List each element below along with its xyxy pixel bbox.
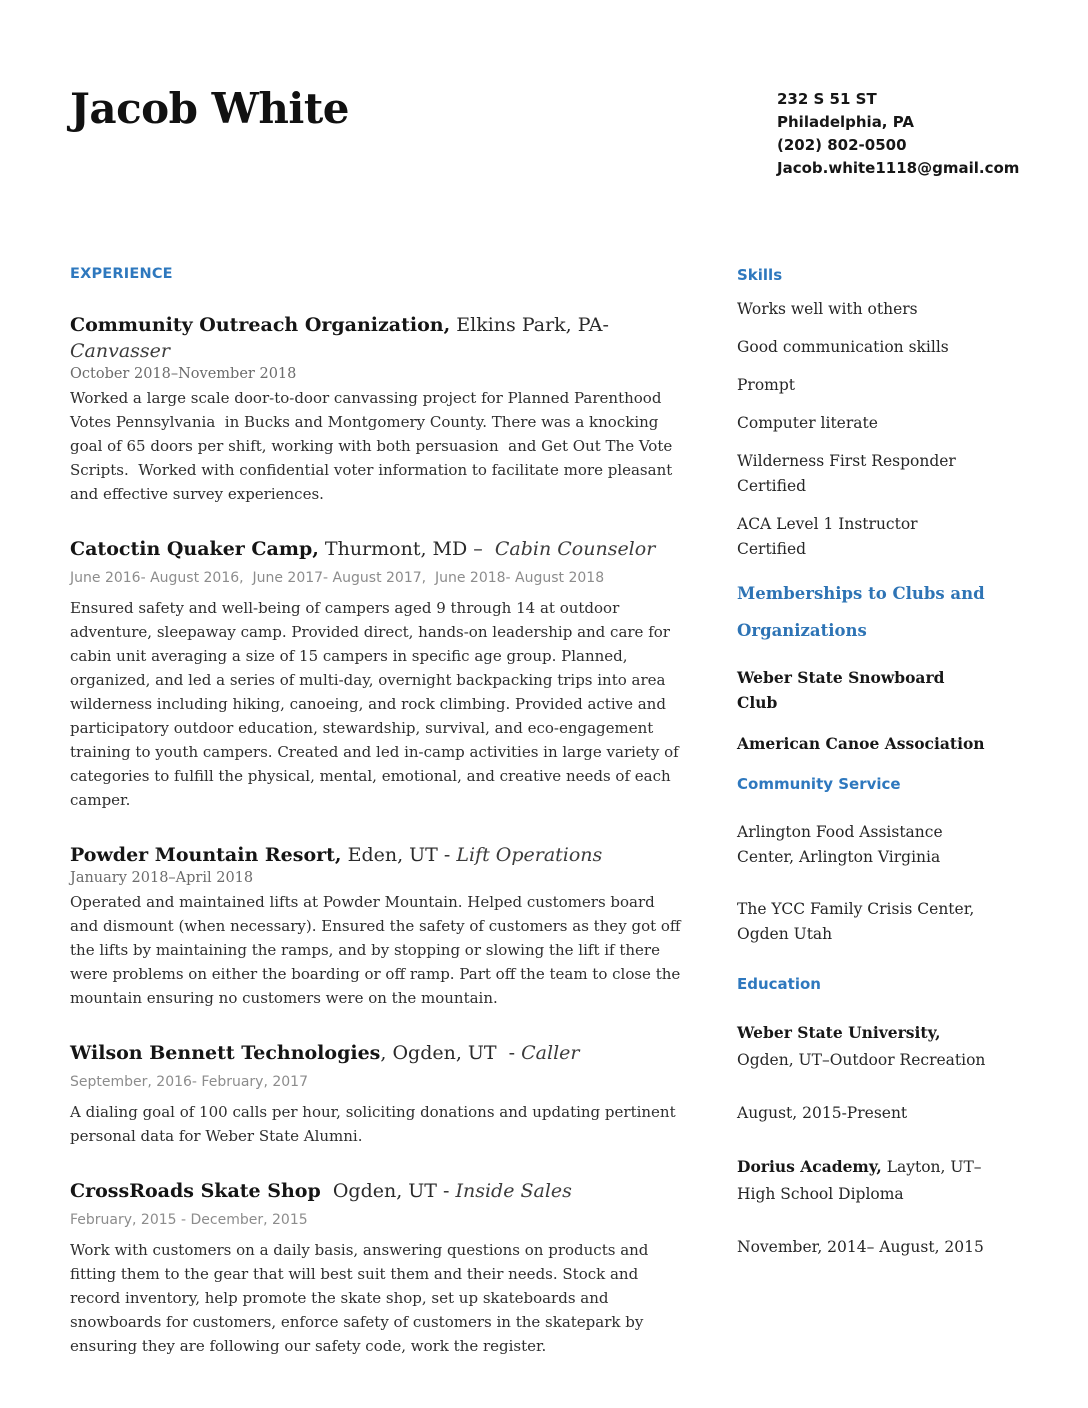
- education-entry: [737, 1153, 988, 1208]
- education-entry: [737, 1019, 988, 1074]
- contact-block: [777, 88, 1028, 180]
- person-name: Jacob White: [70, 84, 349, 133]
- job-description: Ensured safety and well-being of campers aged 9 through 14 at outdoor adventure, sleepaway camp. Provided direct, hands-on leadership and care for cabin unit averaging a size of 15 campers in specific age group. Planned, organized, and led a series of multi-day, overnight backpacking trips into area wilderness including hiking, canoeing, and rock climbing. Provided active and participatory outdoor education, stewardship, survival, and eco-engagement training to youth campers. Created and led in-camp activities in large variety of categories to fulfill the physical, mental, emotional, and creative needs of each camper.: [70, 599, 684, 809]
- education-dates: November, 2014– August, 2015: [737, 1238, 984, 1256]
- experience-heading: EXPERIENCE: [70, 266, 173, 282]
- memberships-heading: Memberships to Clubs and Organizations: [737, 584, 985, 640]
- job-role: Canvasser: [70, 340, 170, 362]
- job-role: Lift Operations: [456, 844, 603, 866]
- job-role: Caller: [521, 1042, 580, 1064]
- job-entry-catoctin-quaker-camp: [70, 536, 687, 812]
- community-service-entry: The YCC Family Crisis Center, Ogden Utah: [737, 900, 975, 943]
- job-entry-crossroads-skate-shop: [70, 1178, 687, 1358]
- skill-item: Works well with others: [737, 300, 918, 318]
- sidebar-column: [737, 266, 988, 1358]
- job-role: Cabin Counselor: [494, 538, 656, 560]
- job-title: [70, 1178, 687, 1204]
- skill-item: Prompt: [737, 376, 796, 394]
- contact-address-line2: Philadelphia, PA: [777, 113, 914, 131]
- job-entry-wilson-bennett: [70, 1040, 687, 1148]
- job-dates: June 2016- August 2016, June 2017- August 2017, June 2018- August 2018: [70, 570, 605, 586]
- job-dates: October 2018–November 2018: [70, 366, 297, 382]
- job-location: , Ogden, UT -: [380, 1042, 522, 1064]
- contact-phone: (202) 802-0500: [777, 136, 907, 154]
- job-role: Inside Sales: [455, 1180, 572, 1202]
- education-school: Dorius Academy,: [737, 1157, 882, 1176]
- contact-email: Jacob.white1118@gmail.com: [777, 159, 1020, 177]
- membership-item: American Canoe Association: [737, 734, 985, 753]
- job-location: Elkins Park, PA-: [450, 314, 615, 336]
- job-location: Eden, UT -: [341, 844, 457, 866]
- job-company: Community Outreach Organization,: [70, 314, 451, 336]
- job-description: Operated and maintained lifts at Powder Mountain. Helped customers board and dismount (when necessary). Ensured the safety of customers as they got off the lifts by maintaining the ramps, and by stopping or slowing the lift if there were problems on either the boarding or off ramp. Part off the team to close the mountain ensuring no customers were on the mountain.: [70, 893, 686, 1007]
- job-company: Wilson Bennett Technologies: [70, 1042, 381, 1064]
- job-dates: January 2018–April 2018: [70, 870, 254, 886]
- job-description: Work with customers on a daily basis, answering questions on products and fitting them to the gear that will best suit them and their needs. Stock and record inventory, help promote the skate shop, set up skateboards and snowboards for customers, enforce safety of customers in the skatepark by ensuring they are following our safety code, work the register.: [70, 1241, 654, 1355]
- job-title: [70, 312, 687, 364]
- job-description: Worked a large scale door-to-door canvassing project for Planned Parenthood Votes Pennsylvania in Bucks and Montgomery County. There was a knocking goal of 65 doors per shift, working with both persuasion and Get Out The Vote Scripts. Worked with confidential voter information to facilitate more pleasant and effective survey experiences.: [70, 389, 678, 503]
- resume-body: [70, 266, 1028, 1358]
- education-school: Weber State University,: [737, 1023, 941, 1042]
- community-service-entry: Arlington Food Assistance Center, Arlington Virginia: [737, 823, 943, 866]
- skills-heading: Skills: [737, 266, 783, 284]
- education-dates: August, 2015-Present: [737, 1104, 908, 1122]
- contact-address-line1: 232 S 51 ST: [777, 90, 877, 108]
- skill-item: Good communication skills: [737, 338, 949, 356]
- job-title: [70, 842, 687, 868]
- resume-header: [70, 86, 1028, 180]
- membership-item: Weber State Snowboard Club: [737, 668, 945, 712]
- skill-item: Wilderness First Responder Certified: [737, 452, 956, 495]
- job-dates: February, 2015 - December, 2015: [70, 1212, 308, 1228]
- job-title: [70, 536, 687, 562]
- experience-column: [70, 266, 687, 1358]
- education-detail: Ogden, UT–Outdoor Recreation: [737, 1024, 986, 1069]
- job-location: Ogden, UT -: [320, 1180, 456, 1202]
- job-entry-powder-mountain: [70, 842, 687, 1010]
- job-company: CrossRoads Skate Shop: [70, 1180, 321, 1202]
- skill-item: ACA Level 1 Instructor Certified: [737, 515, 918, 558]
- job-description: A dialing goal of 100 calls per hour, soliciting donations and updating pertinent personal data for Weber State Alumni.: [70, 1103, 681, 1145]
- skill-item: Computer literate: [737, 414, 878, 432]
- education-heading: Education: [737, 975, 821, 993]
- job-company: Catoctin Quaker Camp,: [70, 538, 319, 560]
- job-location: Thurmont, MD –: [318, 538, 495, 560]
- job-company: Powder Mountain Resort,: [70, 844, 342, 866]
- job-dates: September, 2016- February, 2017: [70, 1074, 308, 1090]
- community-service-heading: Community Service: [737, 775, 901, 793]
- education-detail: Layton, UT– High School Diploma: [737, 1158, 987, 1203]
- job-entry-community-outreach: [70, 312, 687, 506]
- job-title: [70, 1040, 687, 1066]
